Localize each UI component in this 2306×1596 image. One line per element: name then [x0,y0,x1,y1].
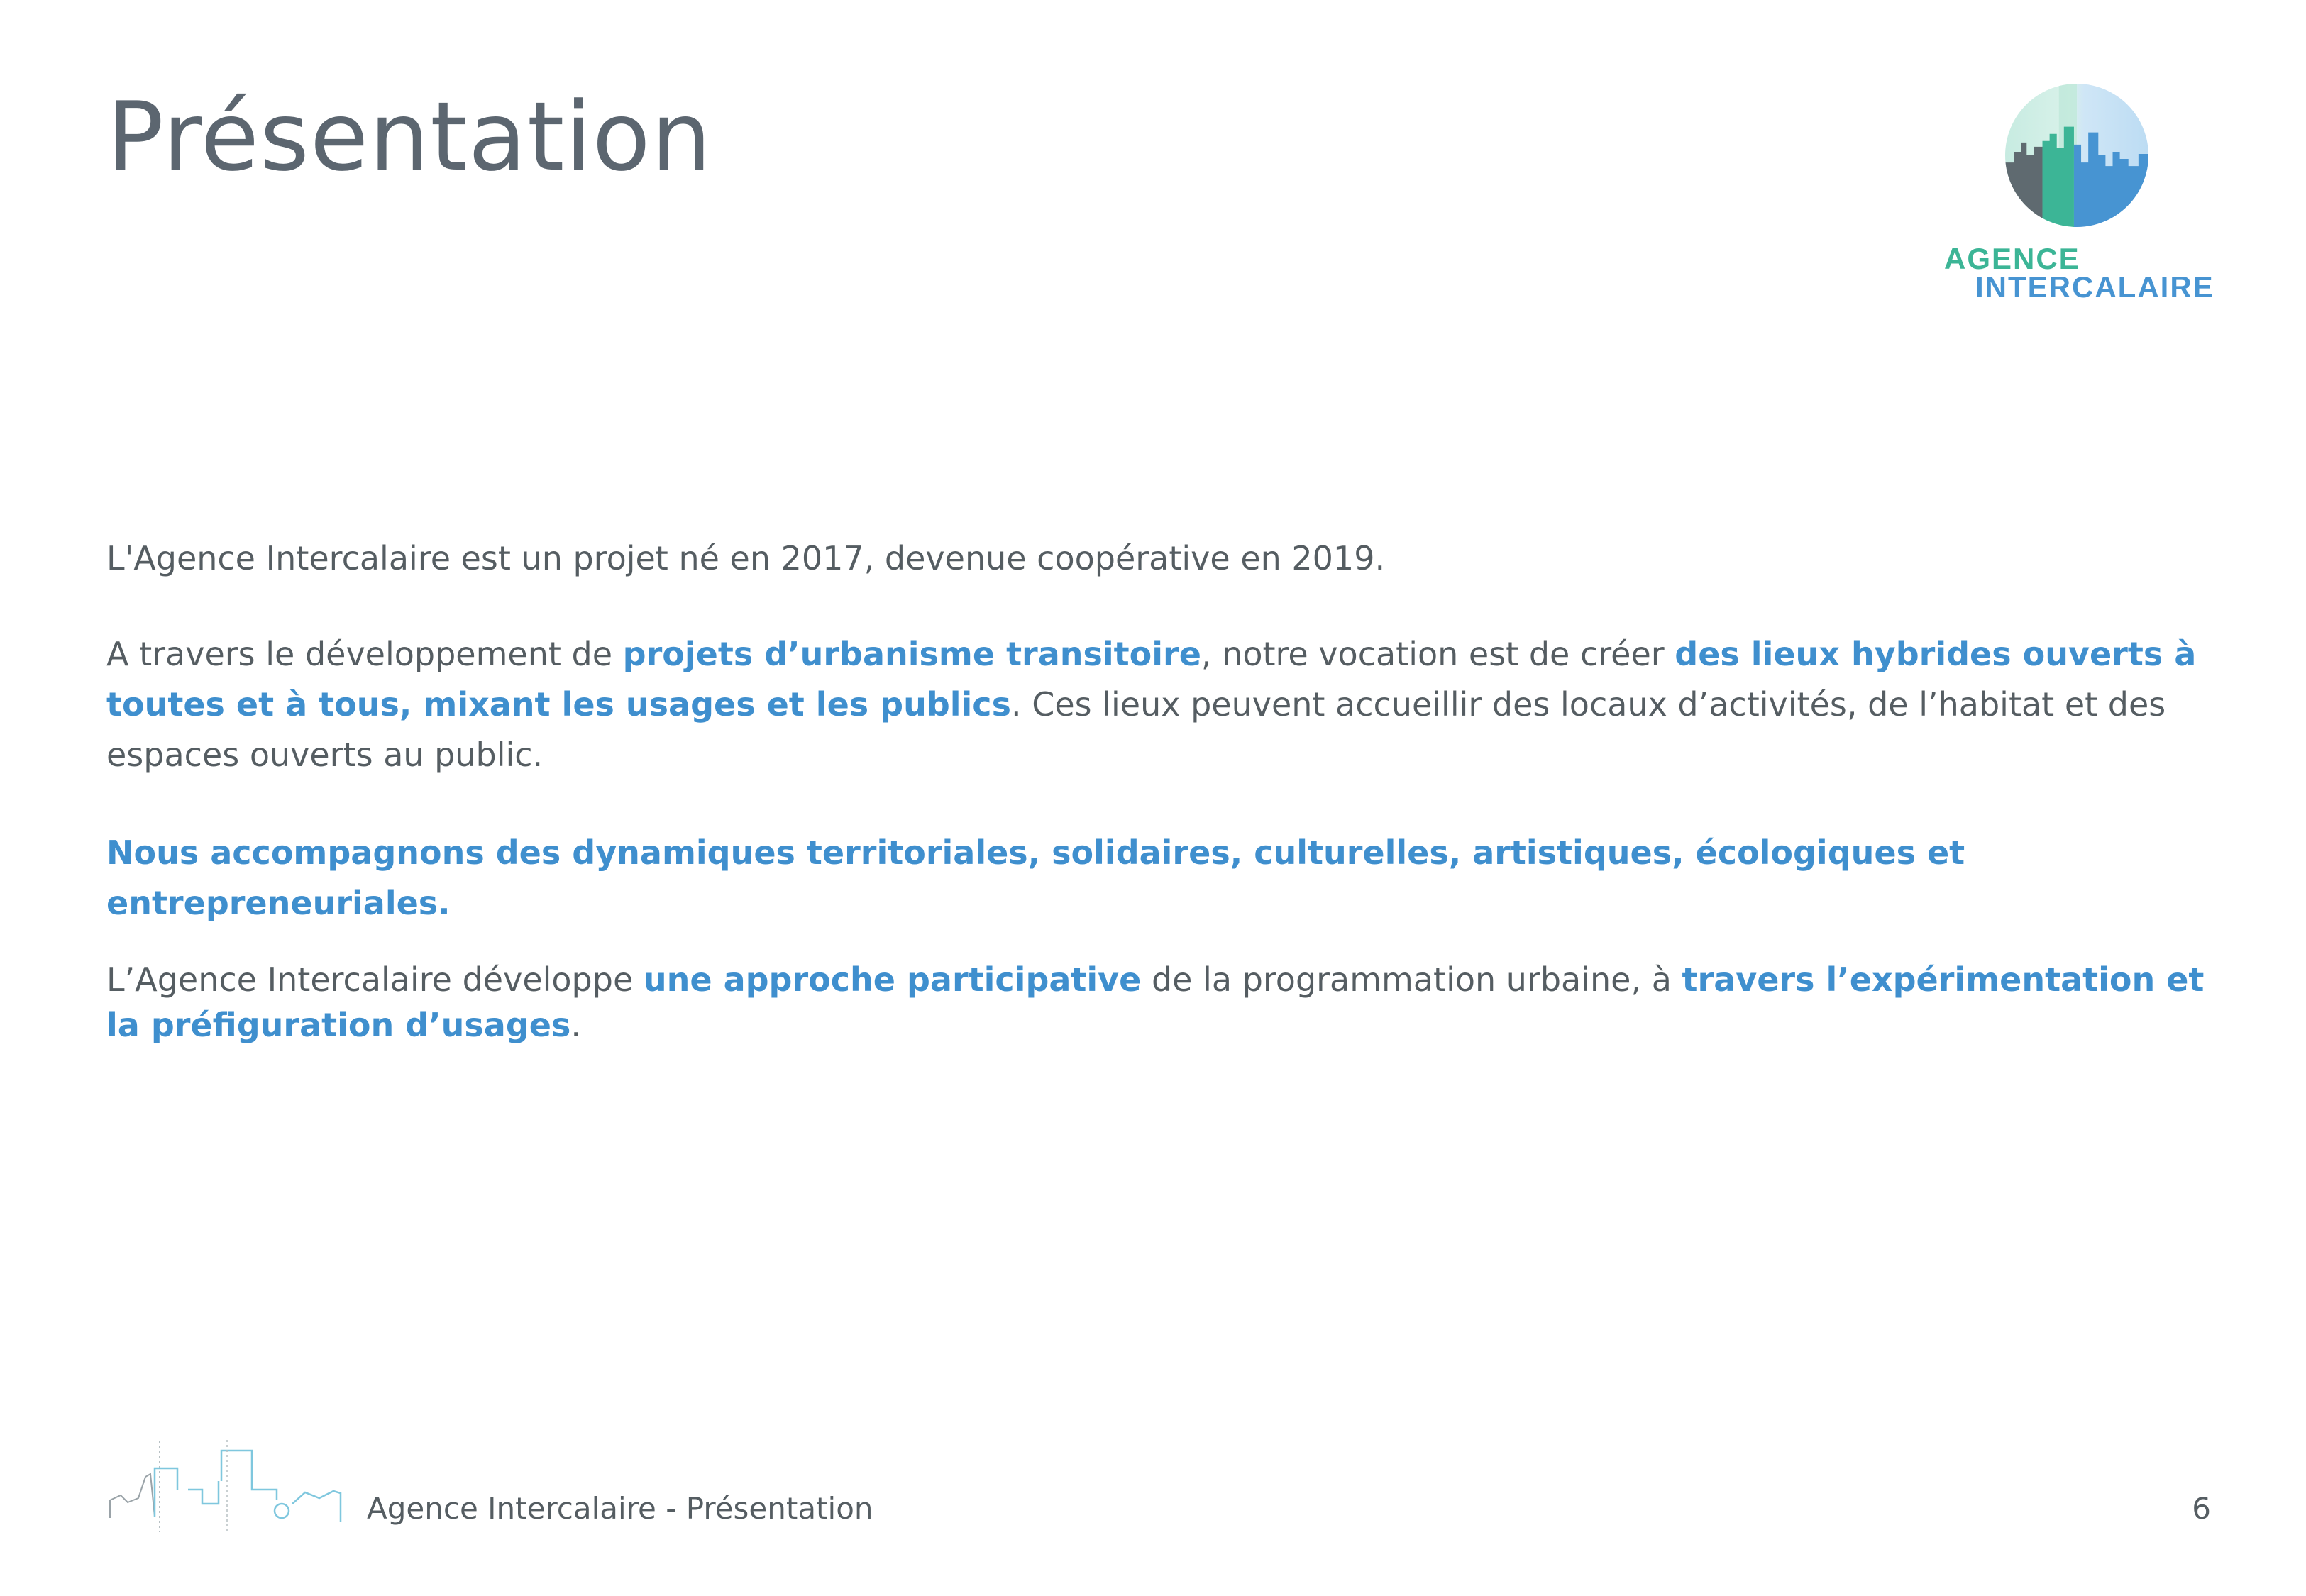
logo-text-intercalaire: INTERCALAIRE [1975,270,2214,304]
paragraph-accompagnement: Nous accompagnons des dynamiques territoriales, solidaires, culturelles, artistiques, écologiques et entrepreneuriales. [106,833,1965,922]
skyline-outline-icon [106,1433,355,1532]
text-segment: . [570,1006,581,1044]
highlight-approche-participative: une approche participative [643,960,1142,999]
logo-text-agence: AGENCE [1944,242,2080,275]
slide-body [106,533,2207,1048]
text-segment: L’Agence Intercalaire développe [106,960,644,999]
text-segment: de la programmation urbaine, à [1141,960,1682,999]
agence-intercalaire-logo [1944,84,2228,311]
text-segment: . Ces lieux peuvent accueillir des locaux d’activités, de l’habitat et des espaces ouverts au public. [106,685,2166,774]
highlight-lieux-hybrides: des lieux hybrides ouverts à toutes et à tous, mixant les usages et les publics [106,635,2197,724]
page-number: 6 [2192,1491,2211,1526]
paragraph-intro: L'Agence Intercalaire est un projet né en 2017, devenue coopérative en 2019. [106,539,1386,577]
highlight-urbanisme-transitoire: projets d’urbanisme transitoire [622,635,1201,673]
paragraph-vocation [106,629,2207,780]
highlight-experimentation: travers l’expérimentation et la préfiguration d’usages [106,960,2205,1044]
text-segment: , notre vocation est de créer [1201,635,1675,673]
city-skyline-logo-icon [2005,84,2148,227]
paragraph-approche [106,957,2207,1048]
page-title: Présentation [106,82,712,192]
text-segment: A travers le développement de [106,635,623,673]
footer-label: Agence Intercalaire - Présentation [367,1491,873,1526]
